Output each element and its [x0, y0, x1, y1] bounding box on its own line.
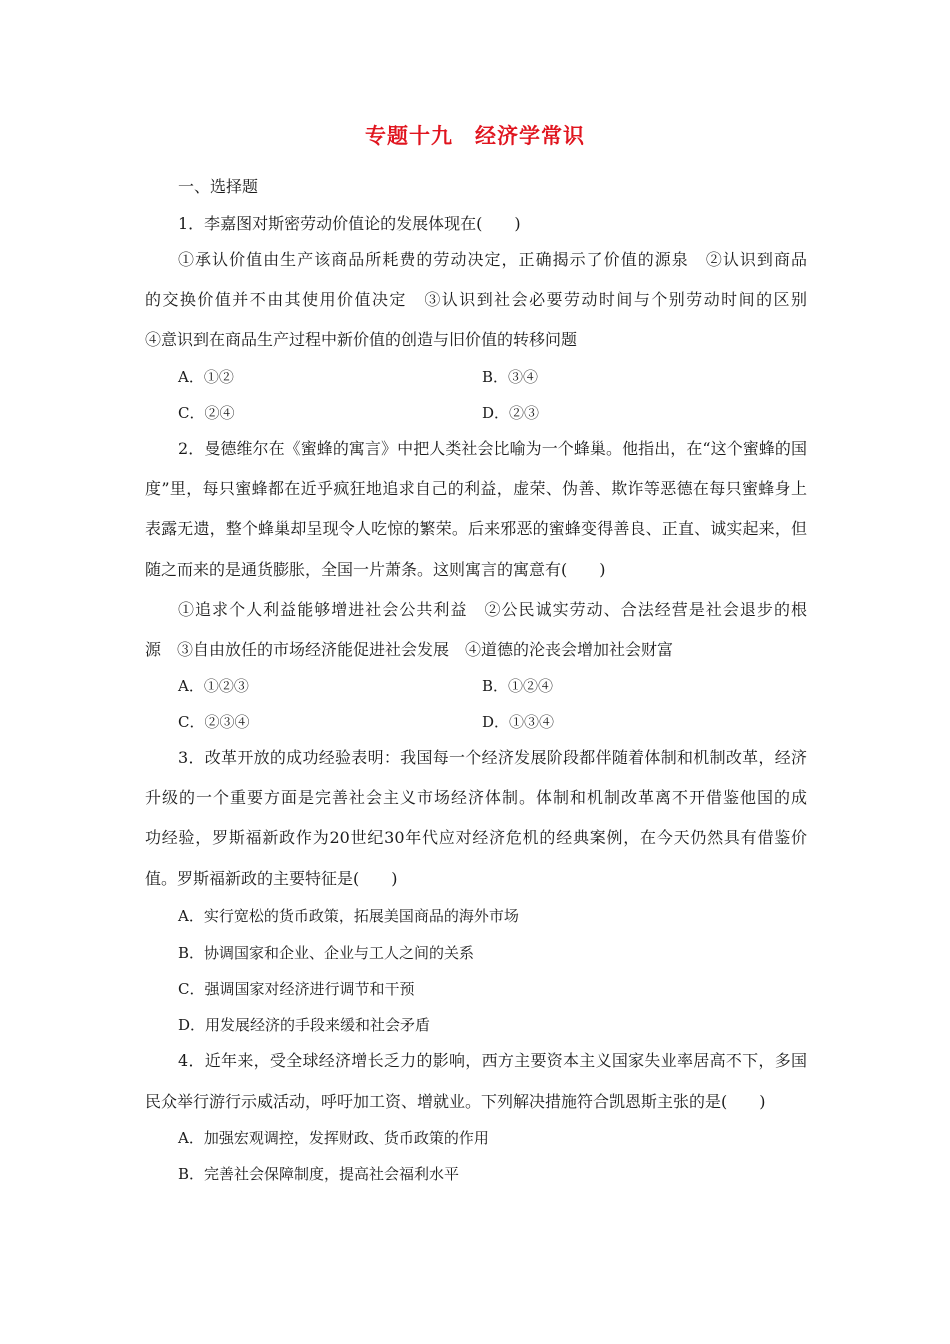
- q4-stem-line-2: 民众举行游行示威活动，呼吁加工资、增就业。下列解决措施符合凯恩斯主张的是( ): [145, 1092, 766, 1111]
- document-title: 专题十九 经济学常识: [365, 123, 585, 148]
- q3-option-d[interactable]: D．用发展经济的手段来缓和社会矛盾: [178, 1016, 431, 1034]
- q2-stem-line-4: 随之而来的是通货膨胀，全国一片萧条。这则寓言的寓意有( ): [145, 560, 606, 579]
- q2-option-a[interactable]: A．①②③: [178, 677, 249, 695]
- q2-stem-line-3: 表露无遗，整个蜂巢却呈现令人吃惊的繁荣。后来邪恶的蜜蜂变得善良、正直、诚实起来，但: [145, 519, 807, 538]
- q2-option-d[interactable]: D．①③④: [482, 713, 555, 731]
- q3-stem-line-1: 3．改革开放的成功经验表明：我国每一个经济发展阶段都伴随着体制和机制改革，经济: [178, 748, 807, 767]
- q3-stem-line-2: 升级的一个重要方面是完善社会主义市场经济体制。体制和机制改革离不开借鉴他国的成: [145, 788, 807, 807]
- q2-stem-line-2: 度”里，每只蜜蜂都在近乎疯狂地追求自己的利益，虚荣、伪善、欺诈等恶德在每只蜜蜂身上: [145, 479, 807, 498]
- q1-statement-line-3: ④意识到在商品生产过程中新价值的创造与旧价值的转移问题: [145, 330, 578, 349]
- q1-option-b[interactable]: B．③④: [482, 368, 539, 386]
- q1-statement-line-2: 的交换价值并不由其使用价值决定 ③认识到社会必要劳动时间与个别劳动时间的区别: [145, 290, 807, 309]
- q1-statement-line-1: ①承认价值由生产该商品所耗费的劳动决定，正确揭示了价值的源泉 ②认识到商品: [178, 250, 807, 269]
- q2-option-c[interactable]: C．②③④: [178, 713, 250, 731]
- q4-stem-line-1: 4．近年来，受全球经济增长乏力的影响，西方主要资本主义国家失业率居高不下，多国: [178, 1051, 807, 1070]
- q1-option-c[interactable]: C．②④: [178, 404, 235, 422]
- q2-statement-line-1: ①追求个人利益能够增进社会公共利益 ②公民诚实劳动、合法经营是社会退步的根: [178, 600, 807, 619]
- q3-option-b[interactable]: B．协调国家和企业、企业与工人之间的关系: [178, 944, 475, 962]
- q2-statement-line-2: 源 ③自由放任的市场经济能促进社会发展 ④道德的沦丧会增加社会财富: [145, 640, 674, 659]
- q1-stem: 1．李嘉图对斯密劳动价值论的发展体现在( ): [178, 214, 521, 233]
- q3-option-a[interactable]: A．实行宽松的货币政策，拓展美国商品的海外市场: [178, 907, 519, 925]
- section-heading: 一、选择题: [178, 177, 259, 196]
- q3-stem-line-3: 功经验，罗斯福新政作为20世纪30年代应对经济危机的经典案例，在今天仍然具有借鉴价: [145, 828, 807, 847]
- q1-option-d[interactable]: D．②③: [482, 404, 540, 422]
- q2-stem-line-1: 2．曼德维尔在《蜜蜂的寓言》中把人类社会比喻为一个蜂巢。他指出，在“这个蜜蜂的国: [178, 439, 807, 458]
- q4-option-a[interactable]: A．加强宏观调控，发挥财政、货币政策的作用: [178, 1129, 489, 1147]
- q3-stem-line-4: 值。罗斯福新政的主要特征是( ): [145, 869, 398, 888]
- q2-option-b[interactable]: B．①②④: [482, 677, 554, 695]
- q4-option-b[interactable]: B．完善社会保障制度，提高社会福利水平: [178, 1165, 460, 1183]
- q3-option-c[interactable]: C．强调国家对经济进行调节和干预: [178, 980, 415, 998]
- q1-option-a[interactable]: A．①②: [178, 368, 234, 386]
